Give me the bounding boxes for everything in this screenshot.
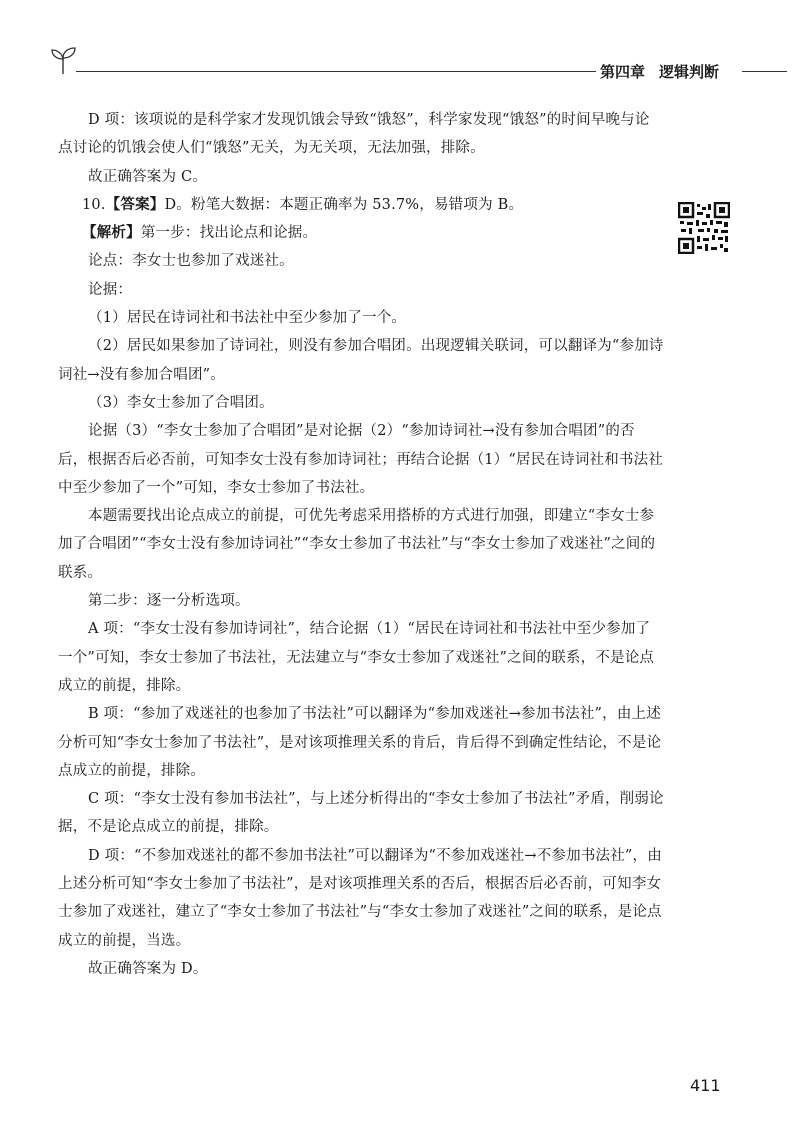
sprout-icon [50,44,80,78]
paragraph: B 项：“参加了戏迷社的也参加了书法社”可以翻译为“参加戏迷社→参加书法社”，由上述分析可知“李女士参加了书法社”，是对该项推理关系的肯后，肯后得不到确定性结论，不是论点成立的前提，排除。 [58,706,662,779]
page-body [58,106,664,983]
paragraph: 故正确答案为 C。 [88,168,208,185]
paragraph: D 项：该项说的是科学家才发现饥饿会导致“饿怒”，科学家发现“饿怒”的时间早晚与论点讨论的饥饿会使人们“饿怒”无关，为无关项，无法加强，排除。 [58,112,650,157]
header-rule-right [742,71,787,72]
paragraph: 论据（3）“李女士参加了合唱团”是对论据（2）“参加诗词社→没有参加合唱团”的否后，根据否后必否前，可知李女士没有参加诗词社；再结合论据（1）“居民在诗词社和书法社中至少参加了一个”可知，李女士参加了书法社。 [58,423,664,496]
paragraph: 论点：李女士也参加了戏迷社。 [88,253,294,270]
qr-code-icon[interactable] [678,202,730,254]
chapter-number: 第四章 [600,63,646,81]
paragraph: （3）李女士参加了合唱团。 [88,394,274,411]
answer-line [58,191,664,219]
paragraph: 第二步：逐一分析选项。 [88,593,250,610]
answer-value: D。 [164,196,192,213]
question-number: 10. [82,196,106,213]
header-rule-left [76,71,596,72]
stats-text: 粉笔大数据：本题正确率为 53.7%，易错项为 B。 [191,196,524,213]
chapter-title: 逻辑判断 [659,63,720,81]
paragraph: （2）居民如果参加了诗词社，则没有参加合唱团。出现逻辑关联词，可以翻译为“参加诗词社→没有参加合唱团”。 [58,338,664,383]
step-one: 第一步：找出论点和论据。 [140,225,318,242]
answer-label: 【答案】 [105,195,165,213]
paragraph: D 项：“不参加戏迷社的都不参加书法社”可以翻译为“不参加戏迷社→不参加书法社”，由上述分析可知“李女士参加了书法社”，是对该项推理关系的否后，根据否后必否前，可知李女士参加了戏迷社，建立了“李女士参加了书法社”与“李女士参加了戏迷社”之间的联系，是论点成立的前提，当选。 [58,847,662,949]
paragraph: 故正确答案为 D。 [88,960,208,977]
chapter-heading [600,61,719,82]
paragraph: C 项：“李女士没有参加书法社”，与上述分析得出的“李女士参加了书法社”矛盾，削弱论据，不是论点成立的前提，排除。 [58,791,664,836]
paragraph: 本题需要找出论点成立的前提，可优先考虑采用搭桥的方式进行加强，即建立“李女士参加了合唱团”“李女士没有参加诗词社”“李女士参加了书法社”与“李女士参加了戏迷社”之间的联系。 [58,508,656,581]
page-number: 411 [690,1076,721,1095]
paragraph: A 项：“李女士没有参加诗词社”，结合论据（1）“居民在诗词社和书法社中至少参加了一个”可知，李女士参加了书法社，无法建立与“李女士参加了戏迷社”之间的联系，不是论点成立的前提，排除。 [58,621,655,694]
paragraph: （1）居民在诗词社和书法社中至少参加了一个。 [88,310,407,327]
page-header [50,44,765,84]
analysis-line [58,219,664,247]
analysis-label: 【解析】 [82,224,141,242]
paragraph: 论据： [88,281,133,298]
